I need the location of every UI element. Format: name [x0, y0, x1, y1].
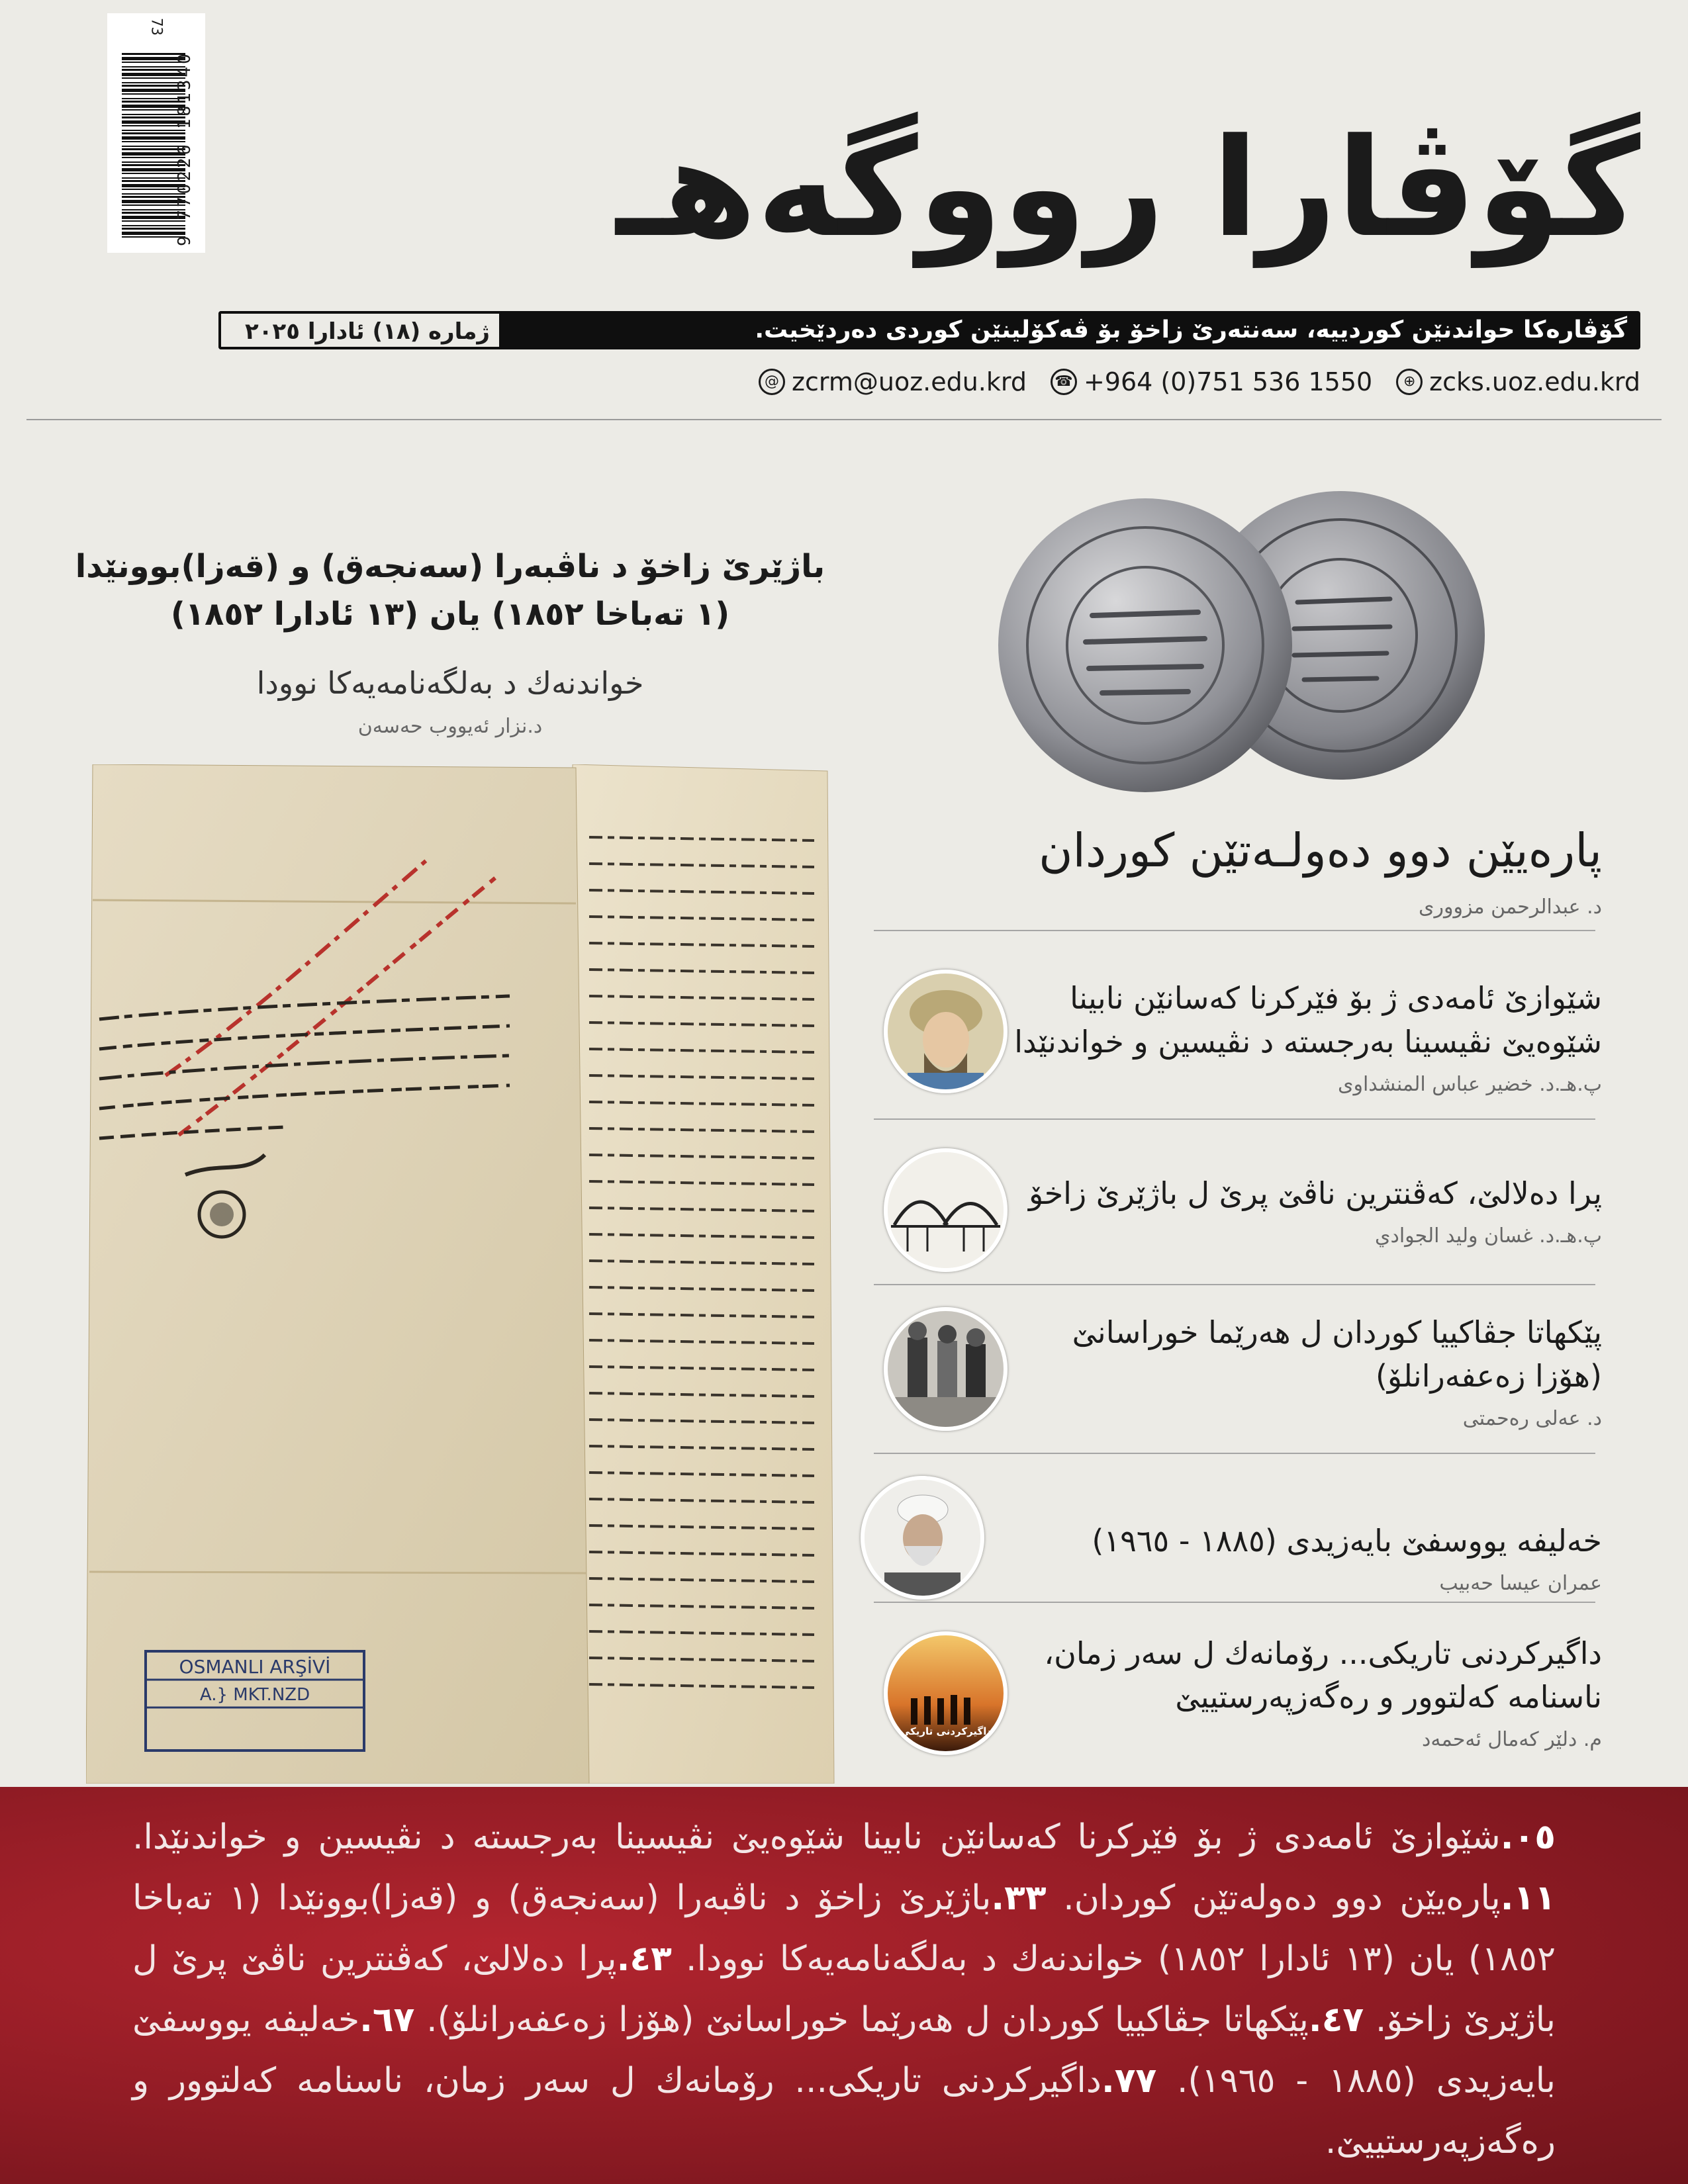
issue-label-text: ژمارە (١٨) ئادارا ٢٠٢٥ [244, 318, 490, 345]
toc-item-3-title-line1: پێکهاتا جڤاکییا کوردان ل هەرێما خوراسانێ [1072, 1314, 1602, 1350]
toc-item-3-author: د. عەلی رەحمتی [1462, 1407, 1602, 1430]
header-divider [26, 419, 1662, 420]
contents-page-6: ٦٧. [359, 2000, 415, 2040]
contact-email[interactable] [759, 365, 1027, 398]
toc-divider [874, 1453, 1595, 1454]
contact-phone-text: +964 (0)751 536 1550 [1083, 367, 1373, 396]
contents-page-5: ٤٧. [1308, 2000, 1364, 2040]
toc-item-1-author: پ.هـ.د. خضیر عباس المنشداوی [1338, 1073, 1602, 1096]
toc-item-1-title-line2: شێوەیێ نڤیسینا بەرجستە د نڤیسین و خواندنێدا [1014, 1024, 1602, 1060]
toc-item-5-title-line2: ناسنامە کەلتوور و رەگەزپەرستییێ [1175, 1679, 1602, 1715]
toc-item-5-title-line1: داگیرکردنی تاریکی... رۆمانەك ل سەر زمان، [1044, 1635, 1602, 1671]
barcode [107, 13, 205, 253]
contents-entry-2: پارەیێن دوو دەولەتێن کوردان. [1063, 1878, 1501, 1918]
manuscript-image [86, 764, 841, 1784]
lead-article-author: د. عبدالرحمن مزووری [1419, 895, 1602, 919]
issue-label [218, 311, 502, 349]
contents-entry-3: باژێرێ زاخۆ د ناڤبەرا (سەنجەق) و (قەزا)بوونێدا (١ تەباخا ١٨٥٢) یان (١٣ ئادارا ١٨٥٢) خواندنەك د بەلگەنامەیەکا نوودا. [132, 1878, 1556, 1979]
email-icon: @ [759, 369, 785, 395]
toc-divider [874, 930, 1595, 931]
globe-icon: ⊕ [1396, 369, 1423, 395]
contents-entry-4: پرا دەلالێ، کەڤنترین ناڤێ پرێ ل باژێرێ زاخۆ. [132, 1939, 1556, 2040]
contents-page-7: ٧٧. [1101, 2061, 1157, 2101]
barcode-digits: 9 770226 181340 [175, 51, 195, 246]
contact-web[interactable] [1396, 365, 1640, 398]
contents-entry-6: خەلیفە یووسفێ بایەزیدی (١٨٨٥ - ١٩٦٥). [132, 2000, 1556, 2101]
contents-page-1: ٠٥. [1500, 1817, 1556, 1857]
thumb-caption: داگیرکردنی تاریکی [900, 1725, 992, 1737]
toc-item-2-author: پ.هـ.د. غسان ولید الجوادي [1375, 1224, 1602, 1248]
toc-divider [874, 1602, 1595, 1603]
toc-item-3-title-line2: (هۆزا زەعفەرانلۆ) [1375, 1358, 1602, 1394]
lead-article-title: پارەیێن دوو دەولـەتێن کوردان [1039, 823, 1602, 878]
feature-title-line2: (١ تەباخا ١٨٥٢) یان (١٣ ئادارا ١٨٥٢) [170, 596, 730, 633]
coins-image [993, 486, 1496, 797]
toc-item-4-author: عمران عیسا حەبیب [1439, 1572, 1602, 1595]
barcode-issue-number: 73 [148, 18, 165, 36]
contents-page-4: ٤٣. [616, 1939, 672, 1979]
contents-entry-1: شێوازێ ئامەدی ژ بۆ فێرکرنا کەسانێن نابینا شێوەیێ نڤیسینا بەرجستە د نڤیسین و خواندنێدا. [132, 1817, 1501, 1857]
tagline-text: گۆڤارەکا حواندنێن کوردییە، سەنتەرێ زاخۆ بۆ ڤەکۆلینێن کوردی دەردێخیت. [755, 316, 1627, 343]
archive-stamp-line1: OSMANLI ARŞİVİ [179, 1656, 331, 1678]
toc-item-2-title-line1: پرا دەلالێ، کەڤنترین ناڤێ پرێ ل باژێرێ زاخۆ [1028, 1175, 1602, 1211]
contents-page-3: ٣٣. [991, 1878, 1047, 1918]
contents-page-2: ١١. [1500, 1878, 1556, 1918]
contents-band-text [132, 1807, 1556, 2172]
toc-item-5-author: م. دلێر کەمال ئەحمەد [1422, 1728, 1602, 1751]
feature-author: د.نزار ئەیووب حەسەن [357, 715, 543, 738]
contact-email-text: zcrm@uoz.edu.krd [792, 367, 1027, 396]
feature-title [66, 543, 834, 638]
phone-icon: ☎ [1051, 369, 1077, 395]
contact-bar [759, 365, 1640, 398]
toc-item-4 [874, 1519, 1602, 1598]
feature-title-line1: باژێرێ زاخۆ د ناڤبەرا (سەنجەق) و (قەزا)بوونێدا [75, 548, 825, 585]
archive-stamp-line2: A.} MKT.NZD [199, 1685, 310, 1705]
masthead-title: گۆڤارا رووگەهـ [616, 110, 1640, 267]
contact-web-text: zcks.uoz.edu.krd [1429, 367, 1640, 396]
toc-item-2 [874, 1171, 1602, 1251]
toc-item-1 [874, 976, 1602, 1099]
contents-entry-5: پێکهاتا جڤاکییا کوردان ل هەرێما خوراسانێ (هۆزا زەعفەرانلۆ). [426, 2000, 1309, 2040]
toc-item-3 [874, 1310, 1602, 1433]
toc-item-4-title-line1: خەلیفە یووسفێ بایەزیدی (١٨٨٥ - ١٩٦٥) [1092, 1523, 1602, 1559]
toc-divider [874, 1118, 1595, 1120]
toc-item-1-title-line1: شێوازێ ئامەدی ژ بۆ فێرکرنا کەسانێن نابینا [1070, 980, 1602, 1016]
contents-entry-7: داگیرکردنی تاریکی... رۆمانەك ل سەر زمان، ناسنامە کەلتوور و رەگەزپەرستییێ. [132, 2061, 1556, 2161]
feature-subtitle: خواندنەك د بەلگەنامەیەکا نوودا [256, 665, 644, 701]
toc-item-5 [874, 1631, 1602, 1754]
contact-phone[interactable] [1051, 365, 1372, 398]
toc-divider [874, 1284, 1595, 1285]
